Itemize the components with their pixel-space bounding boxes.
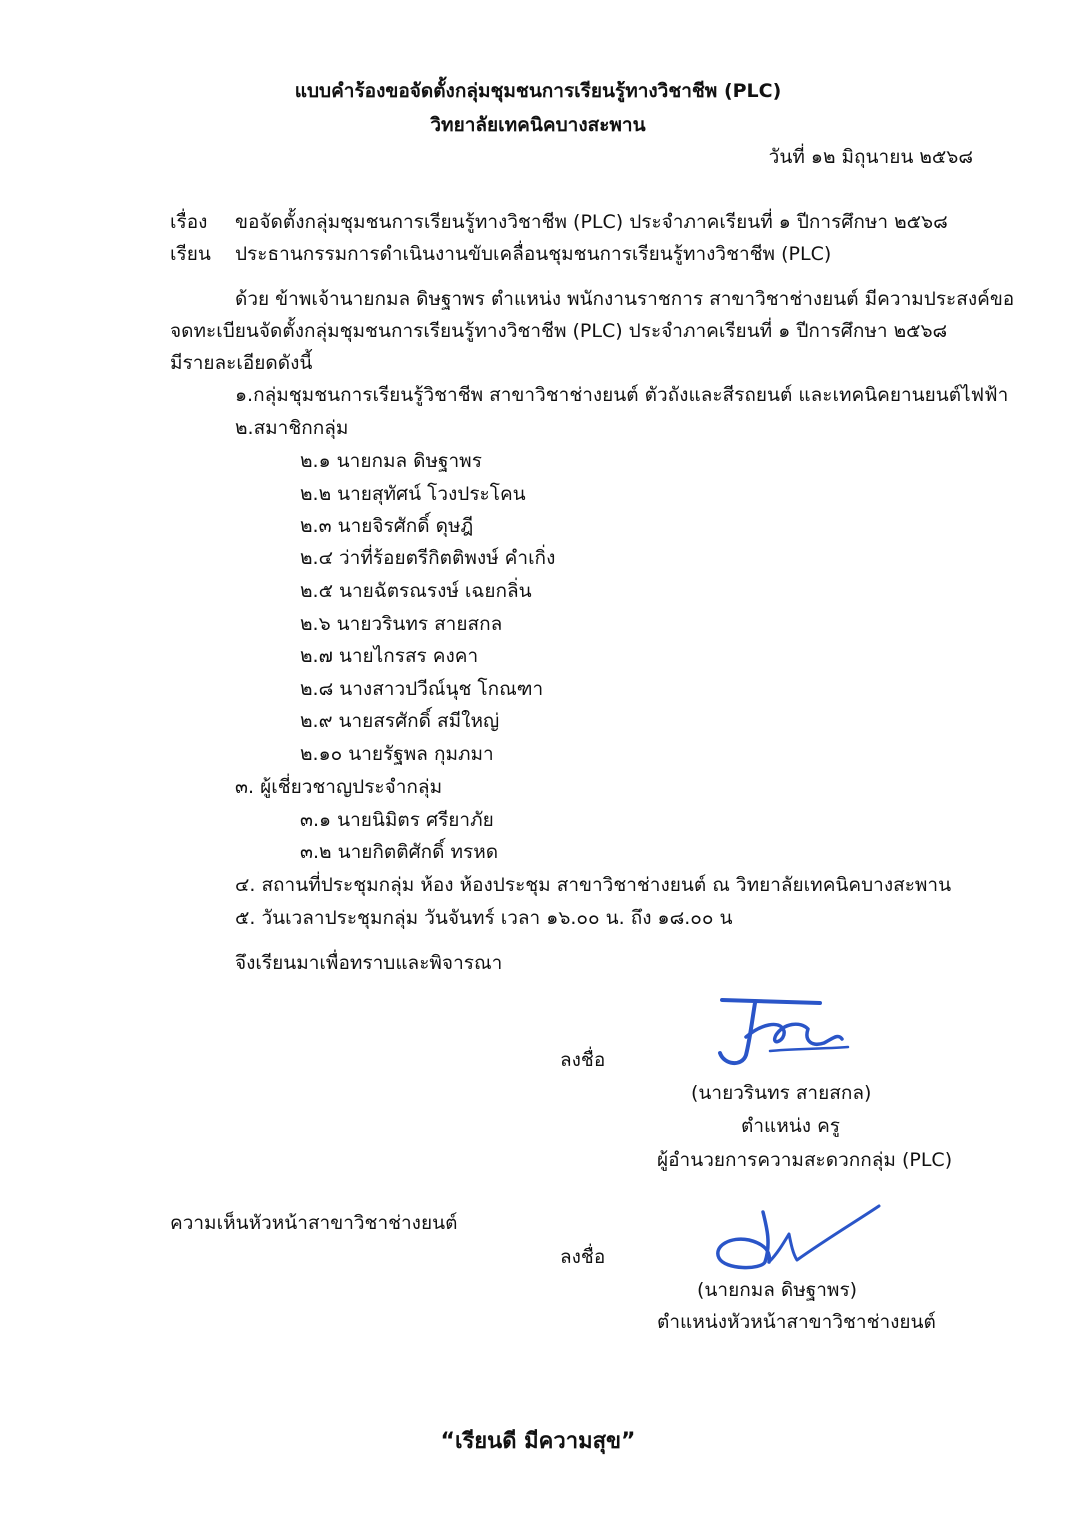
member-item: ๒.๖ นายวรินทร สายสกล	[300, 613, 503, 635]
item-5-meeting-time: ๕. วันเวลาประชุมกลุ่ม วันจันทร์ เวลา ๑๖.๐๐ น. ถึง ๑๘.๐๐ น	[235, 907, 733, 929]
member-item: ๒.๑๐ นายรัฐพล กุมภมา	[300, 743, 494, 765]
intro-line-2: จดทะเบียนจัดตั้งกลุ่มชุมชนการเรียนรู้ทางวิชาชีพ (PLC) ประจำภาคเรียนที่ ๑ ปีการศึกษา ๒๕๖๘	[170, 320, 948, 342]
member-item: ๒.๕ นายฉัตรณรงษ์ เฉยกลิ่น	[300, 580, 532, 602]
member-item: ๒.๔ ว่าที่ร้อยตรีกิตติพงษ์ คำเกิ่ง	[300, 547, 556, 569]
document-title: แบบคำร้องขอจัดตั้งกลุ่มชุมชนการเรียนรู้ทางวิชาชีพ (PLC)	[294, 80, 782, 102]
expert-item: ๓.๒ นายกิตติศักดิ์ ทรหด	[300, 841, 499, 863]
member-item: ๒.๓ นายจิรศักดิ์ ดุษฎี	[300, 515, 474, 537]
intro-line-1: ด้วย ข้าพเจ้านายกมล ดิษฐาพร ตำแหน่ง พนักงานราชการ สาขาวิชาช่างยนต์ มีความประสงค์ขอ	[235, 288, 1015, 310]
member-item: ๒.๒ นายสุทัศน์ โวงประโคน	[300, 483, 526, 505]
subject-text: ขอจัดตั้งกลุ่มชุมชนการเรียนรู้ทางวิชาชีพ (PLC) ประจำภาคเรียนที่ ๑ ปีการศึกษา ๒๕๖๘	[235, 211, 948, 233]
signature-1-name: (นายวรินทร สายสกล)	[691, 1082, 872, 1104]
signature-2-handwriting-icon	[705, 1200, 885, 1275]
department-head-opinion-label: ความเห็นหัวหน้าสาขาวิชาช่างยนต์	[170, 1212, 458, 1234]
document-date: วันที่ ๑๒ มิถุนายน ๒๕๖๘	[768, 146, 973, 168]
addressee-text: ประธานกรรมการดำเนินงานขับเคลื่อนชุมชนการเรียนรู้ทางวิชาชีพ (PLC)	[235, 243, 832, 265]
motto: “เรียนดี มีความสุข”	[440, 1429, 636, 1454]
signature-1-handwriting-icon	[700, 995, 860, 1075]
signature-2-label: ลงชื่อ	[560, 1246, 606, 1268]
signature-2-name: (นายกมล ดิษฐาพร)	[697, 1279, 858, 1301]
intro-line-3: มีรายละเอียดดังนี้	[170, 352, 313, 374]
subject-label: เรื่อง	[170, 211, 208, 233]
signature-2-position: ตำแหน่งหัวหน้าสาขาวิชาช่างยนต์	[657, 1311, 936, 1333]
item-4-meeting-place: ๔. สถานที่ประชุมกลุ่ม ห้อง ห้องประชุม สาขาวิชาช่างยนต์ ณ วิทยาลัยเทคนิคบางสะพาน	[235, 874, 952, 896]
member-item: ๒.๗ นายไกรสร คงคา	[300, 645, 479, 667]
item-3-heading: ๓. ผู้เชี่ยวชาญประจำกลุ่ม	[235, 776, 443, 798]
member-item: ๒.๑ นายกมล ดิษฐาพร	[300, 450, 482, 472]
item-2-heading: ๒.สมาชิกกลุ่ม	[235, 417, 349, 439]
expert-item: ๓.๑ นายนิมิตร ศรียาภัย	[300, 809, 494, 831]
item-1-group-name: ๑.กลุ่มชุมชนการเรียนรู้วิชาชีพ สาขาวิชาช่างยนต์ ตัวถังและสีรถยนต์ และเทคนิคยานยนต์ไฟฟ้า	[235, 384, 1009, 406]
signature-1-label: ลงชื่อ	[560, 1049, 606, 1071]
signature-1-position: ตำแหน่ง ครู	[741, 1115, 840, 1137]
addressee-label: เรียน	[170, 243, 211, 265]
member-item: ๒.๘ นางสาวปวีณ์นุช โกณฑา	[300, 678, 544, 700]
college-name: วิทยาลัยเทคนิคบางสะพาน	[430, 114, 646, 136]
closing-text: จึงเรียนมาเพื่อทราบและพิจารณา	[235, 952, 503, 974]
member-item: ๒.๙ นายสรศักดิ์ สมีใหญ่	[300, 710, 500, 732]
signature-1-role: ผู้อำนวยการความสะดวกกลุ่ม (PLC)	[657, 1149, 953, 1171]
